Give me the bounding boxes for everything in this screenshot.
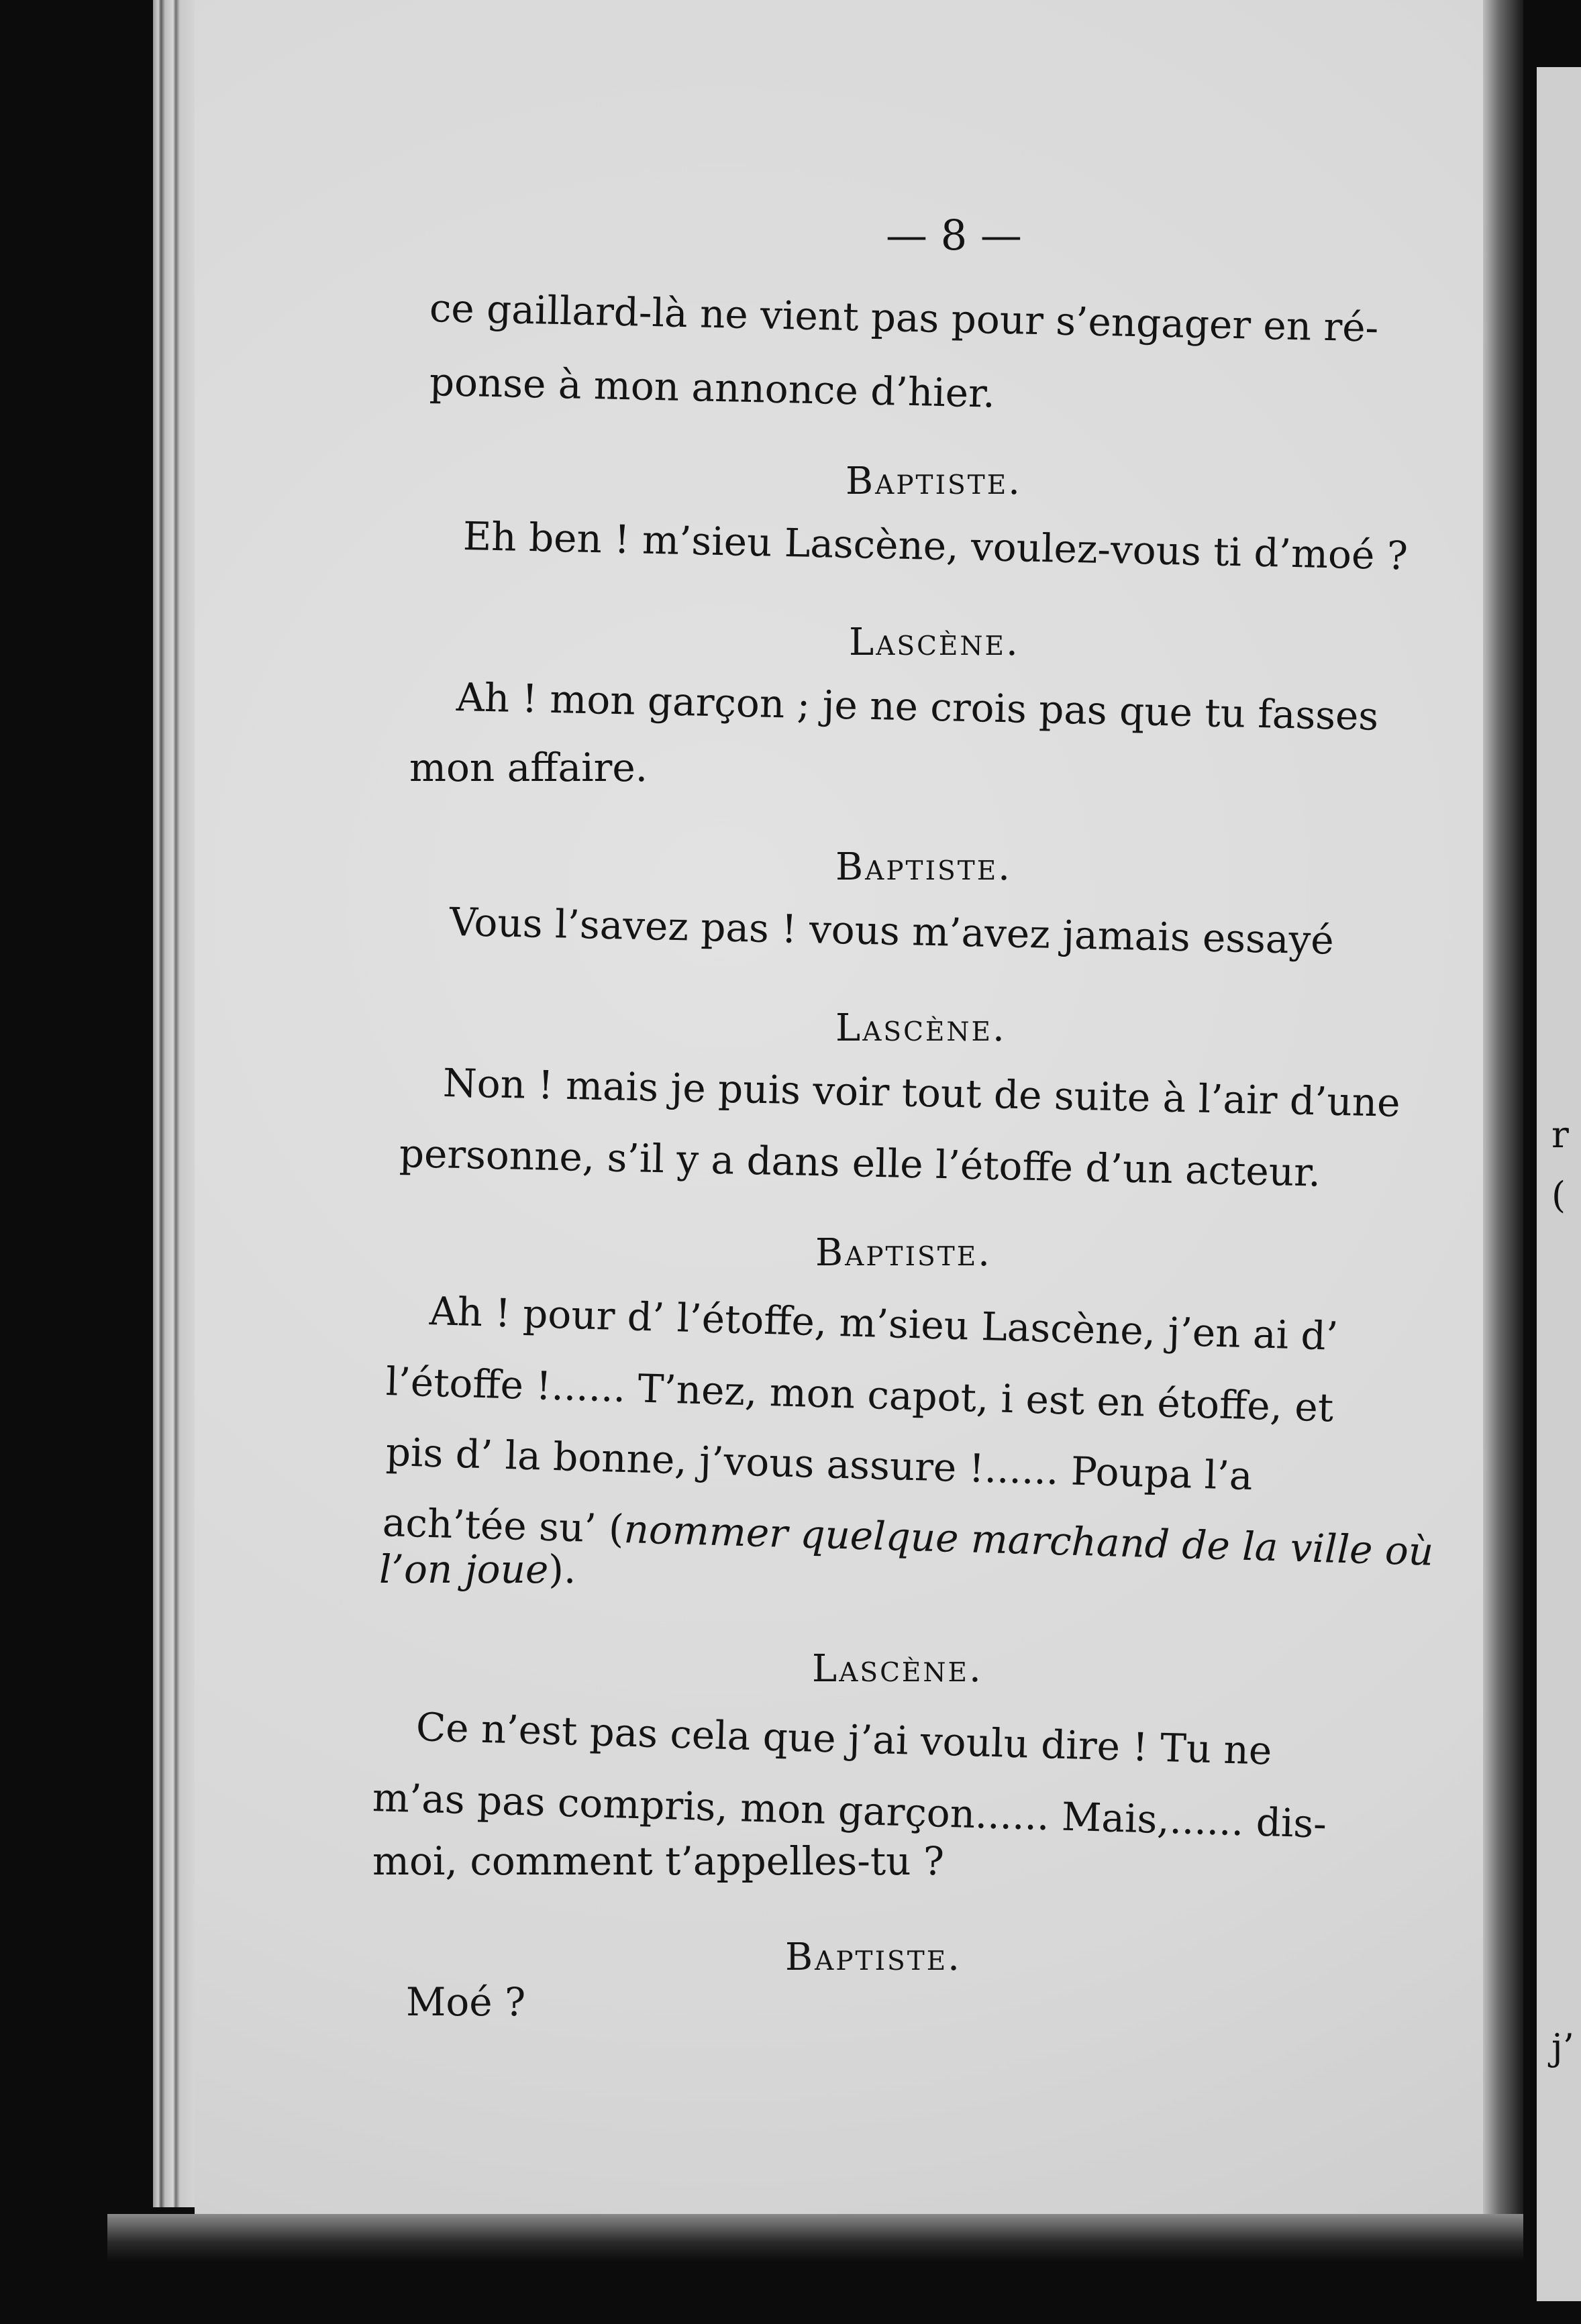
text-line: m’as pas compris, mon garçon...... Mais,...... dis-	[372, 1775, 1327, 1847]
stage-direction: nommer quelque marchand de la ville où	[623, 1506, 1435, 1575]
text-line: moi, comment t’appelles-tu ?	[372, 1838, 945, 1884]
next-page-fragment: r	[1551, 1114, 1569, 1156]
text-line: mon affaire.	[409, 745, 648, 790]
text-line: l’étoffe !...... T’nez, mon capot, i est en étoffe, et	[385, 1359, 1335, 1431]
speaker-name: Baptiste.	[835, 845, 1012, 889]
next-page-sliver	[1537, 67, 1581, 2301]
page-bottom-shadow	[107, 2214, 1523, 2261]
text-line: ce gaillard-là ne vient pas pour s’engager en ré-	[429, 285, 1379, 351]
text-line: Ah ! mon garçon ; je ne crois pas que tu fasses	[456, 674, 1379, 739]
speaker-name: Baptiste.	[785, 1936, 962, 1979]
text-line: Ah ! pour d’ l’étoffe, m’sieu Lascène, j’en ai d’	[429, 1288, 1339, 1359]
text-line-mixed	[379, 1546, 576, 1592]
speaker-name: Lascène.	[812, 1647, 983, 1691]
speaker-name: Baptiste.	[815, 1231, 992, 1275]
next-page-fragment: (	[1551, 1174, 1566, 1216]
text-line: personne, s’il y a dans elle l’étoffe d’un acteur.	[399, 1130, 1321, 1196]
text-line: Moé ?	[406, 1979, 526, 2025]
text-line: Vous l’savez pas ! vous m’avez jamais essayé	[449, 899, 1335, 963]
speaker-name: Baptiste.	[846, 460, 1022, 503]
text-line: Non ! mais je puis voir tout de suite à l’air d’une	[442, 1060, 1401, 1126]
text-run: ach’tée su’ (	[382, 1499, 625, 1552]
text-run: ).	[548, 1546, 576, 1592]
stage-direction: l’on joue	[379, 1546, 549, 1592]
text-line: Eh ben ! m’sieu Lascène, voulez-vous ti d’moé ?	[462, 513, 1409, 579]
text-line: pis d’ la bonne, j’vous assure !...... Poupa l’a	[385, 1429, 1254, 1499]
text-line: Ce n’est pas cela que j’ai voulu dire ! Tu ne	[415, 1704, 1273, 1774]
speaker-name: Lascène.	[835, 1006, 1007, 1050]
text-line: ponse à mon annonce d’hier.	[429, 359, 996, 417]
page-gutter-shadow	[1483, 0, 1523, 2248]
next-page-fragment: j’	[1551, 2026, 1574, 2068]
page-number: — 8 —	[886, 211, 1022, 260]
book-page-edges	[153, 0, 200, 2207]
speaker-name: Lascène.	[849, 621, 1020, 664]
